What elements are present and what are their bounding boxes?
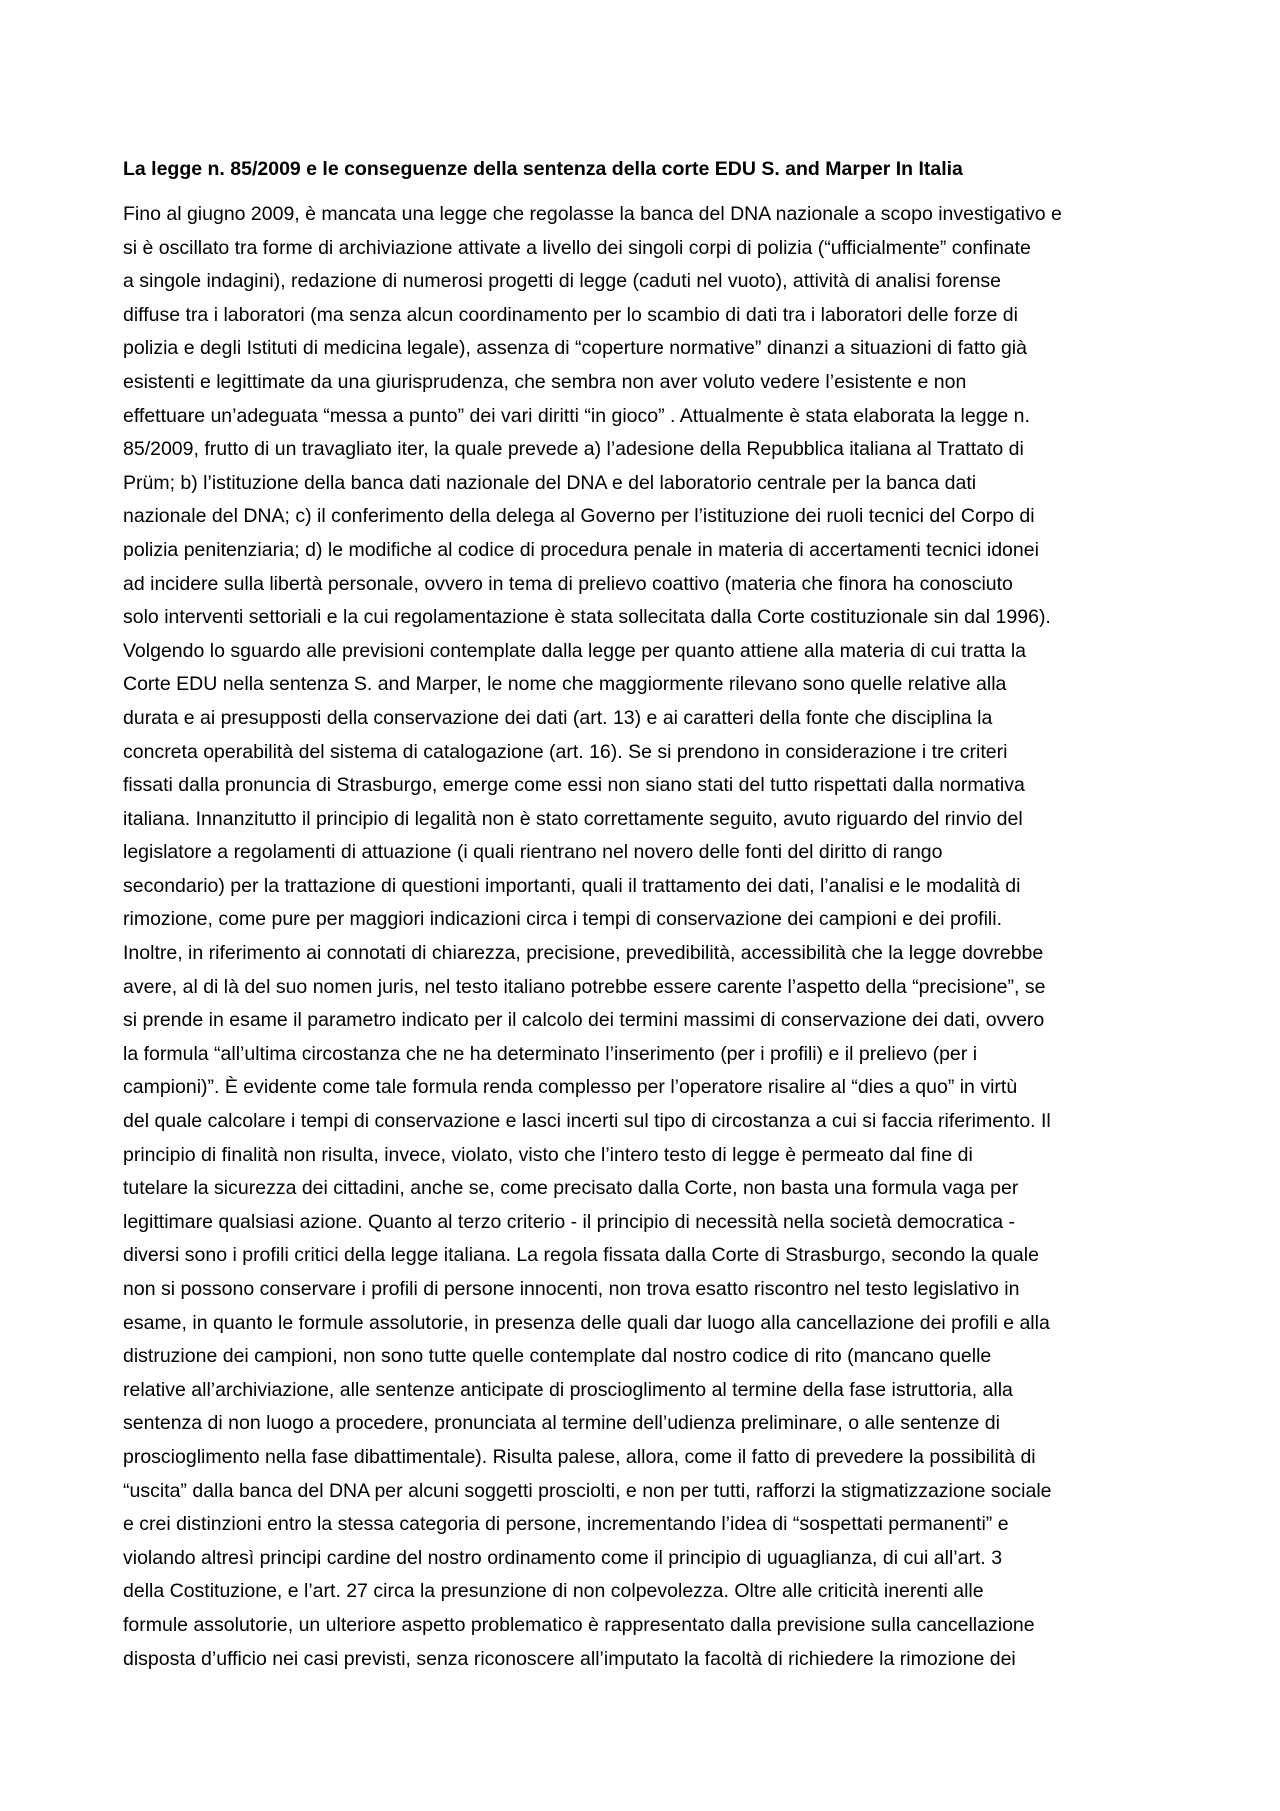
document-title: La legge n. 85/2009 e le conseguenze della sentenza della corte EDU S. and Marper In Italia — [123, 158, 963, 180]
body-line: violando altresì principi cardine del nostro ordinamento come il principio di uguaglianza, di cui all’art. 3 — [123, 1546, 1003, 1569]
body-line: disposta d’ufficio nei casi previsti, senza riconoscere all’imputato la facoltà di richiedere la rimozione dei — [123, 1647, 1016, 1670]
body-line: si è oscillato tra forme di archiviazione attivate a livello dei singoli corpi di polizia (“ufficialmente” confinate — [123, 236, 1031, 259]
body-line: esistenti e legittimate da una giurisprudenza, che sembra non aver voluto vedere l’esistente e non — [123, 370, 967, 393]
body-line: rimozione, come pure per maggiori indicazioni circa i tempi di conservazione dei campioni e dei profili. — [123, 908, 1002, 931]
body-line: campioni)”. È evidente come tale formula renda complesso per l’operatore risalire al “dies a quo” in virtù — [123, 1076, 1018, 1099]
body-line: effettuare un’adeguata “messa a punto” dei vari diritti “in gioco” . Attualmente è stata elaborata la legge n. — [123, 404, 1030, 427]
body-line: sentenza di non luogo a procedere, pronunciata al termine dell’udienza preliminare, o alle sentenze di — [123, 1412, 1000, 1435]
body-line: tutelare la sicurezza dei cittadini, anche se, come precisato dalla Corte, non basta una formula vaga per — [123, 1177, 1019, 1200]
body-line: e crei distinzioni entro la stessa categoria di persone, incrementando l’idea di “sospettati permanenti” e — [123, 1513, 1009, 1536]
body-line: del quale calcolare i tempi di conservazione e lasci incerti sul tipo di circostanza a cui si faccia riferimento. Il — [123, 1110, 1051, 1133]
body-line: Fino al giugno 2009, è mancata una legge che regolasse la banca del DNA nazionale a scopo investigativo e — [123, 203, 1062, 225]
body-line: diffuse tra i laboratori (ma senza alcun coordinamento per lo scambio di dati tra i laboratori delle forze di — [123, 303, 1018, 326]
body-line: Volgendo lo sguardo alle previsioni contemplate dalla legge per quanto attiene alla materia di cui tratta la — [123, 639, 1026, 662]
body-line: legittimare qualsiasi azione. Quanto al terzo criterio - il principio di necessità nella società democratica - — [123, 1210, 1016, 1233]
body-line: Corte EDU nella sentenza S. and Marper, le nome che maggiormente rilevano sono quelle relative alla — [123, 673, 1007, 696]
body-line: durata e ai presupposti della conservazione dei dati (art. 13) e ai caratteri della fonte che disciplina la — [123, 706, 993, 729]
body-line: diversi sono i profili critici della legge italiana. La regola fissata dalla Corte di Strasburgo, secondo la quale — [123, 1244, 1039, 1267]
body-line: relative all’archiviazione, alle sentenze anticipate di proscioglimento al termine della fase istruttoria, alla — [123, 1378, 1013, 1401]
body-line: secondario) per la trattazione di questioni importanti, quali il trattamento dei dati, l’analisi e le modalità di — [123, 874, 1021, 897]
body-line: a singole indagini), redazione di numerosi progetti di legge (caduti nel vuoto), attività di analisi forense — [123, 270, 1002, 293]
body-line: legislatore a regolamenti di attuazione (i quali rientrano nel novero delle fonti del diritto di rango — [123, 841, 943, 864]
body-line: ad incidere sulla libertà personale, ovvero in tema di prelievo coattivo (materia che finora ha conosciuto — [123, 572, 1013, 595]
body-line: italiana. Innanzitutto il principio di legalità non è stato correttamente seguito, avuto riguardo del rinvio del — [123, 807, 1023, 830]
body-line: 85/2009, frutto di un travagliato iter, la quale prevede a) l’adesione della Repubblica italiana al Trattato di — [123, 438, 1024, 461]
body-line: proscioglimento nella fase dibattimentale). Risulta palese, allora, come il fatto di prevedere la possibilità di — [123, 1445, 1036, 1468]
body-line: della Costituzione, e l’art. 27 circa la presunzione di non colpevolezza. Oltre alle criticità inerenti alle — [123, 1580, 984, 1603]
body-line: la formula “all’ultima circostanza che ne ha determinato l’inserimento (per i profili) e il prelievo (per i — [123, 1042, 978, 1065]
body-line: principio di finalità non risulta, invece, violato, visto che l’intero testo di legge è permeato dal fine di — [123, 1143, 973, 1166]
body-line: Prüm; b) l’istituzione della banca dati nazionale del DNA e del laboratorio centrale per la banca dati — [123, 471, 977, 494]
body-line: “uscita” dalla banca del DNA per alcuni soggetti prosciolti, e non per tutti, rafforzi la stigmatizzazione sociale — [123, 1479, 1052, 1502]
body-line: concreta operabilità del sistema di catalogazione (art. 16). Se si prendono in considerazione i tre criteri — [123, 740, 1008, 763]
document-body — [123, 198, 1171, 1676]
body-line: esame, in quanto le formule assolutorie, in presenza delle quali dar luogo alla cancellazione dei profili e alla — [123, 1311, 1050, 1334]
body-line: formule assolutorie, un ulteriore aspetto problematico è rappresentato dalla previsione sulla cancellazione — [123, 1613, 1035, 1636]
body-line: distruzione dei campioni, non sono tutte quelle contemplate dal nostro codice di rito (mancano quelle — [123, 1345, 992, 1368]
body-line: si prende in esame il parametro indicato per il calcolo dei termini massimi di conservazione dei dati, ovvero — [123, 1009, 1045, 1032]
body-line: nazionale del DNA; c) il conferimento della delega al Governo per l’istituzione dei ruoli tecnici del Corpo di — [123, 505, 1035, 528]
body-line: polizia penitenziaria; d) le modifiche al codice di procedura penale in materia di accertamenti tecnici idonei — [123, 538, 1039, 561]
body-line: avere, al di là del suo nomen juris, nel testo italiano potrebbe essere carente l’aspetto della “precisione”, se — [123, 975, 1046, 998]
body-line: fissati dalla pronuncia di Strasburgo, emerge come essi non siano stati del tutto rispettati dalla normativa — [123, 774, 1025, 797]
body-line: non si possono conservare i profili di persone innocenti, non trova esatto riscontro nel testo legislativo in — [123, 1278, 1020, 1300]
document-page — [123, 152, 1171, 1676]
body-line: Inoltre, in riferimento ai connotati di chiarezza, precisione, prevedibilità, accessibilità che la legge dovrebbe — [123, 942, 1044, 965]
body-line: polizia e degli Istituti di medicina legale), assenza di “coperture normative” dinanzi a situazioni di fatto già — [123, 337, 1027, 360]
body-line: solo interventi settoriali e la cui regolamentazione è stata sollecitata dalla Corte costituzionale sin dal 1996). — [123, 606, 1051, 629]
